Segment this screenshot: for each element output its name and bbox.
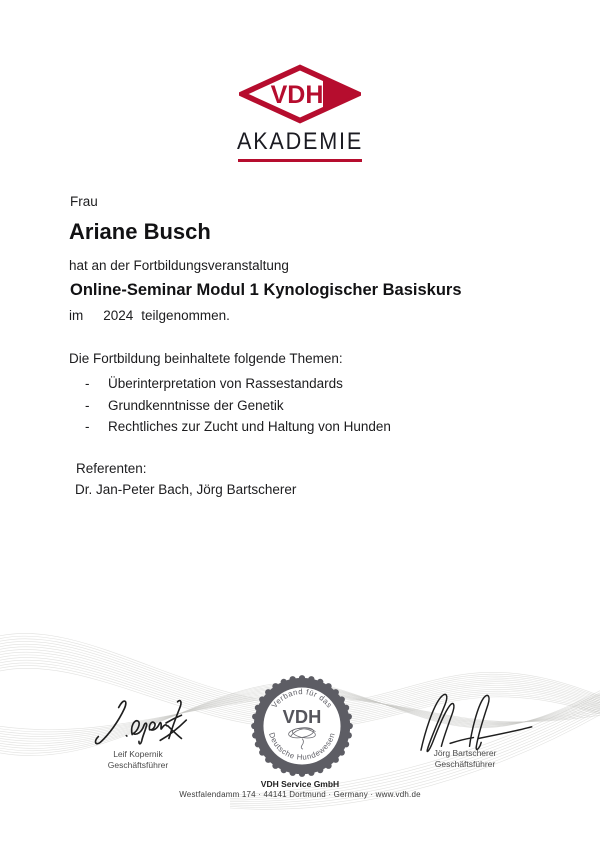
logo-text: VDH <box>270 81 324 109</box>
participation-prefix: im <box>69 308 84 323</box>
seal-top-text: Verband für das <box>269 687 335 710</box>
bullet-dash: - <box>85 397 90 413</box>
intro-line: hat an der Fortbildungsveranstaltung <box>69 258 289 273</box>
signatory-title: Geschäftsführer <box>107 760 169 770</box>
signatory-right <box>390 748 540 770</box>
referents-names: Dr. Jan-Peter Bach, Jörg Bartscherer <box>75 482 297 497</box>
topics-list <box>85 376 391 441</box>
salutation: Frau <box>70 194 98 209</box>
topic-text: Rechtliches zur Zucht und Haltung von Hunden <box>108 419 391 434</box>
vdh-seal-icon <box>249 673 355 779</box>
recipient-name: Ariane Busch <box>69 219 211 244</box>
signature-right-icon <box>405 688 537 756</box>
course-title: Online-Seminar Modul 1 Kynologischer Basiskurs <box>70 281 462 299</box>
participation-suffix: teilgenommen. <box>141 308 230 323</box>
vdh-diamond-logo-icon <box>239 64 361 124</box>
akademie-wordmark: AKADEMIE <box>236 128 364 155</box>
bullet-dash: - <box>85 376 90 391</box>
topic-text: Überinterpretation von Rassestandards <box>108 376 343 391</box>
signatory-name: Leif Kopernik <box>113 749 163 759</box>
footer-company: VDH Service GmbH <box>260 779 340 789</box>
topic-text: Grundkenntnisse der Genetik <box>108 397 284 413</box>
participation-line <box>69 308 230 324</box>
topic-item <box>85 419 391 441</box>
signatory-name: Jörg Bartscherer <box>433 748 497 758</box>
seal-center-text: VDH <box>282 706 322 728</box>
red-rule <box>238 159 362 162</box>
header-logo-block <box>0 64 600 162</box>
topic-item <box>85 398 391 420</box>
topics-heading: Die Fortbildung beinhaltete folgende Themen: <box>69 351 343 366</box>
topic-item <box>85 376 391 398</box>
signatory-title: Geschäftsführer <box>434 759 496 769</box>
bullet-dash: - <box>85 419 90 434</box>
participation-year: 2024 <box>103 308 134 323</box>
seal-bottom-text: Deutsche Hundewesen <box>267 731 337 762</box>
signature-left-icon <box>83 694 191 752</box>
signatory-left <box>63 749 213 771</box>
referents-heading: Referenten: <box>76 461 147 476</box>
footer-address: Westfalendamm 174 · 44141 Dortmund · Germany · www.vdh.de <box>179 790 421 799</box>
